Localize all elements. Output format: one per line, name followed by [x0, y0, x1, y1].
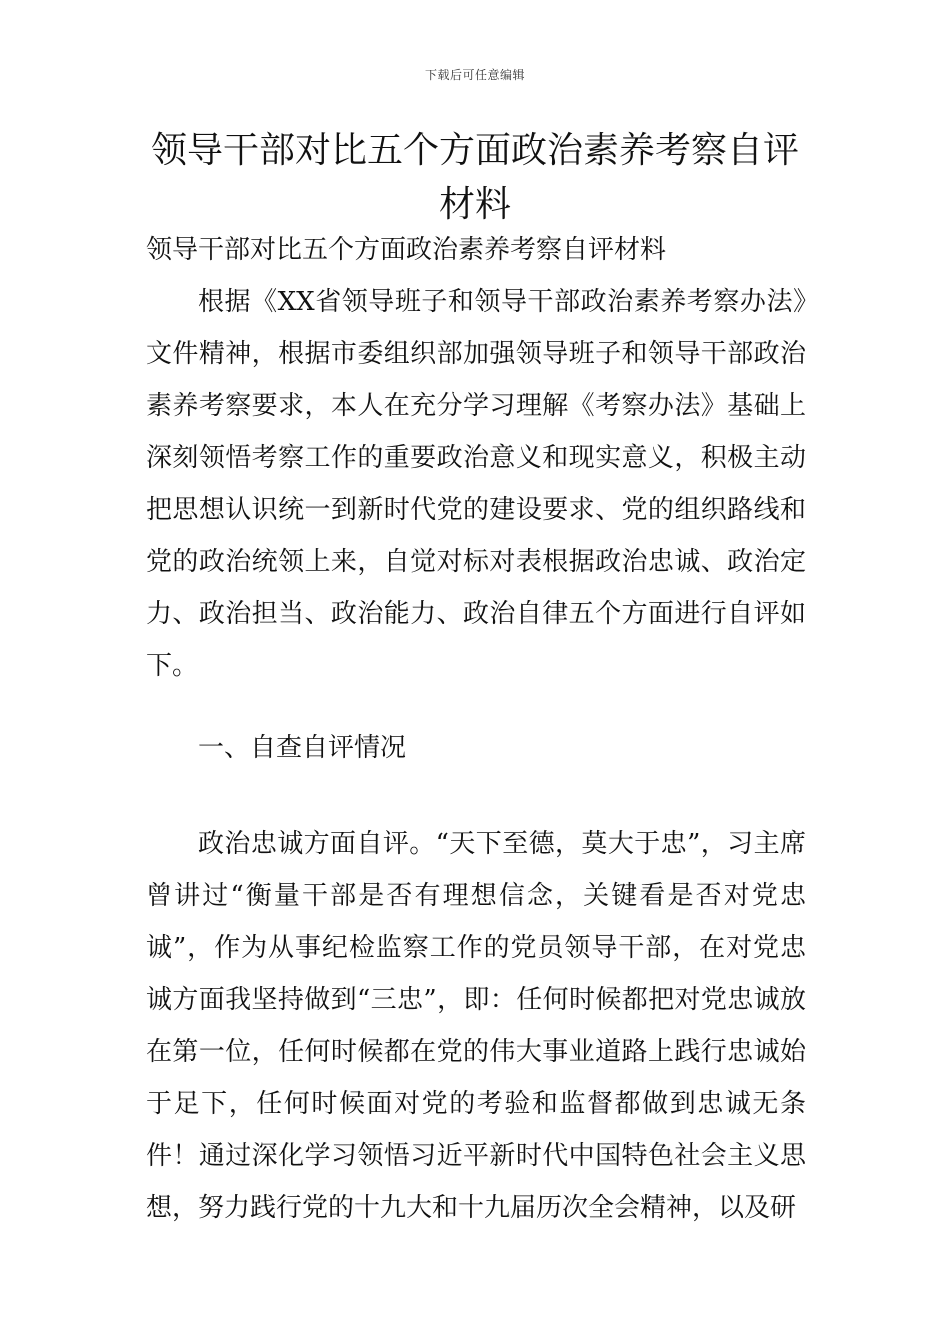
document-subtitle: 领导干部对比五个方面政治素养考察自评材料 — [146, 235, 667, 265]
intro-paragraph: 根据《XX省领导班子和领导干部政治素养考察办法》文件精神，根据市委组织部加强领导班子和领导干部政治素养考察要求，本人在充分学习理解《考察办法》基础上深刻领悟考察工作的重要政治意义和现实意义，积极主动把思想认识统一到新时代党的建设要求、党的组织路线和党的政治统领上来，自觉对标对表根据政治忠诚、政治定力、政治担当、政治能力、政治自律五个方面进行自评如下。 — [146, 287, 806, 681]
header-note: 下载后可任意编辑 — [424, 68, 525, 82]
document-title: 领导干部对比五个方面政治素养考察自评材料 — [150, 130, 799, 225]
section-heading: 一、自查自评情况 — [198, 733, 407, 763]
loyalty-paragraph: 政治忠诚方面自评。“天下至德，莫大于忠”，习主席曾讲过“衡量干部是否有理想信念，关键看是否对党忠诚”，作为从事纪检监察工作的党员领导干部，在对党忠诚方面我坚持做到“三忠”，即：任何时候都把对党忠诚放在第一位，任何时候都在党的伟大事业道路上践行忠诚始于足下，任何时候面对党的考验和监督都做到忠诚无条件！通过深化学习领悟习近平新时代中国特色社会主义思想，努力践行党的十九大和十九届历次全会精神，以及研 — [146, 829, 806, 1223]
